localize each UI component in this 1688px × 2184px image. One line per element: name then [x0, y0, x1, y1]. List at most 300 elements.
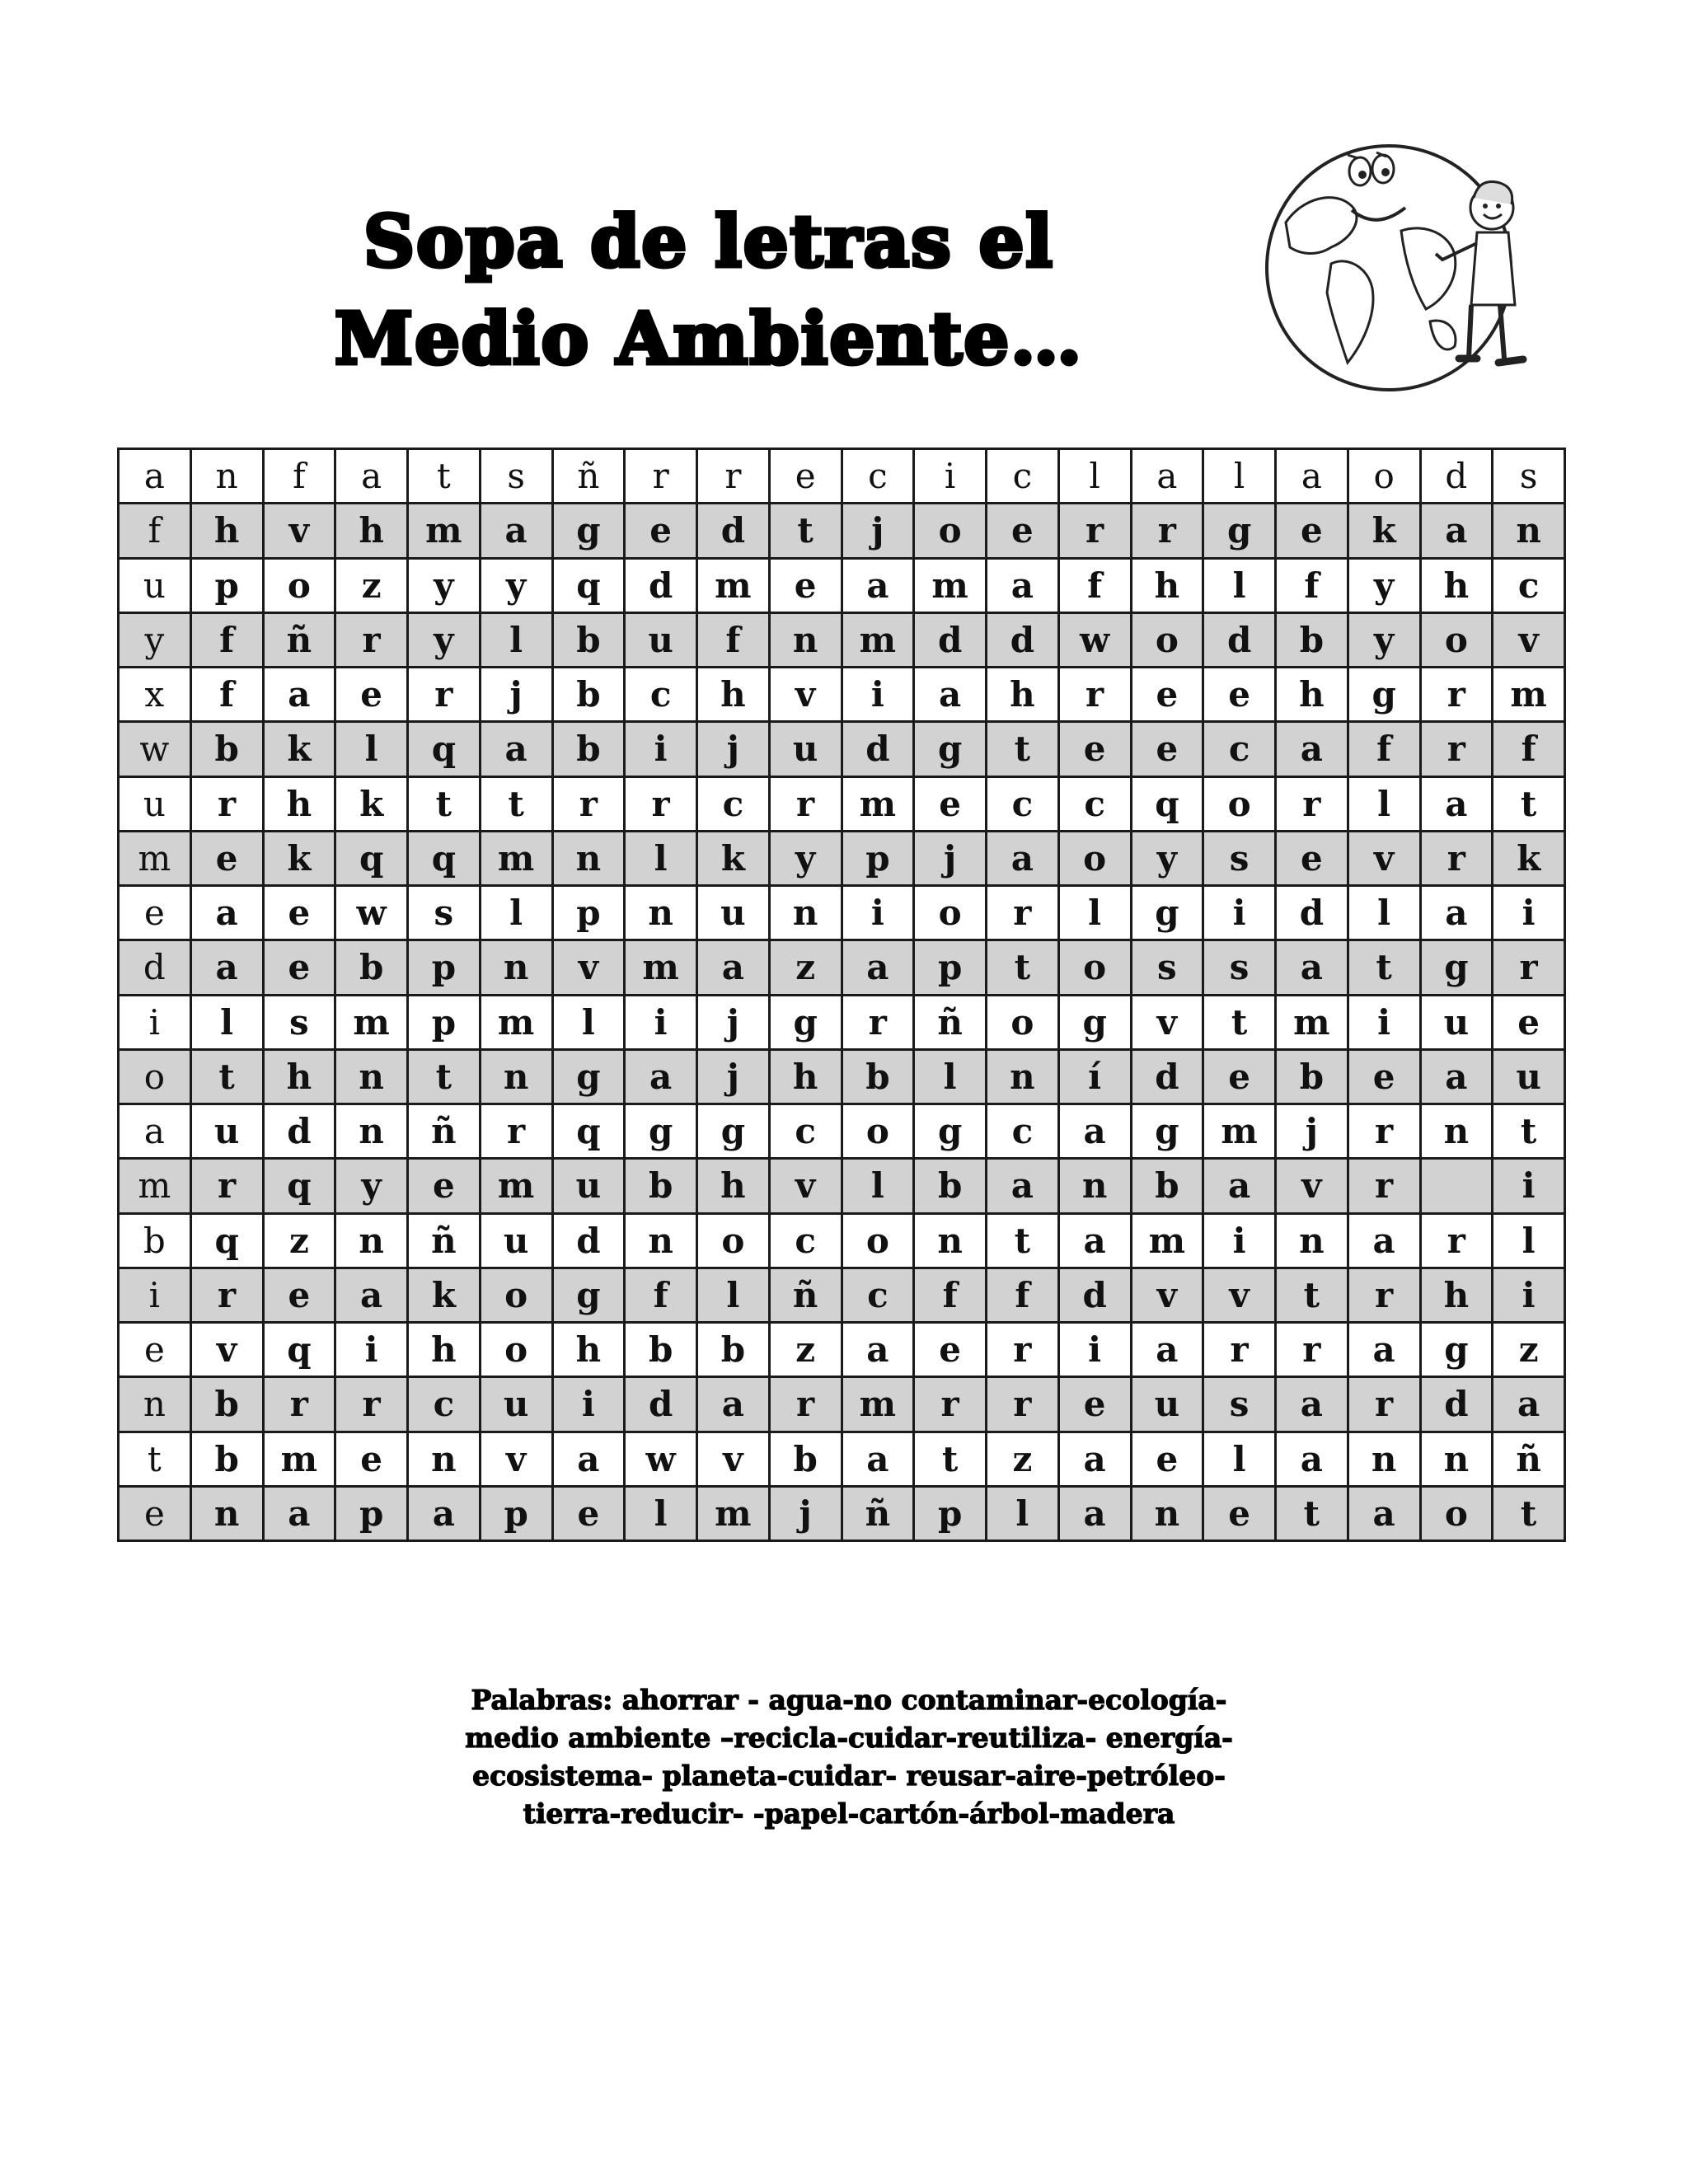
grid-cell: n [1276, 1213, 1348, 1268]
grid-cell: o [119, 1049, 191, 1104]
grid-row [119, 558, 1565, 612]
grid-cell: u [190, 1104, 263, 1159]
grid-cell: t [1493, 1104, 1565, 1159]
grid-cell: f [1493, 722, 1565, 776]
grid-cell: l [552, 995, 625, 1049]
grid-cell: q [552, 1104, 625, 1159]
grid-cell: m [480, 831, 552, 885]
grid-cell: j [697, 995, 770, 1049]
grid-cell: m [842, 1377, 914, 1432]
grid-row [119, 1268, 1565, 1322]
grid-cell: b [190, 1377, 263, 1432]
grid-cell: c [1493, 558, 1565, 612]
grid-cell: u [697, 886, 770, 940]
grid-cell: t [987, 940, 1059, 995]
grid-cell: p [190, 558, 263, 612]
word-list-line-1: Palabras: ahorrar - agua-no contaminar-ecología- [471, 1684, 1227, 1716]
grid-cell: n [408, 1432, 481, 1486]
grid-cell: s [1203, 1377, 1276, 1432]
grid-cell: a [1420, 504, 1493, 558]
grid-cell: u [1493, 1049, 1565, 1104]
grid-cell: f [625, 1268, 697, 1322]
grid-cell: d [914, 612, 987, 667]
grid-row [119, 449, 1565, 504]
grid-cell: w [1058, 612, 1131, 667]
grid-cell: a [480, 722, 552, 776]
grid-cell: r [408, 668, 481, 722]
grid-cell: i [1203, 1213, 1276, 1268]
grid-cell: d [697, 504, 770, 558]
grid-cell: z [263, 1213, 335, 1268]
grid-cell: t [1276, 1486, 1348, 1540]
grid-cell: v [552, 940, 625, 995]
grid-cell: r [1420, 831, 1493, 885]
grid-cell: q [263, 1159, 335, 1213]
grid-cell: e [1131, 1432, 1203, 1486]
grid-cell: n [480, 1049, 552, 1104]
grid-cell: b [625, 1323, 697, 1377]
grid-cell: n [625, 1213, 697, 1268]
grid-cell: a [1058, 1432, 1131, 1486]
grid-cell: a [408, 1486, 481, 1540]
grid-cell: u [119, 558, 191, 612]
grid-cell: q [408, 722, 481, 776]
grid-cell: a [1058, 1104, 1131, 1159]
grid-cell: g [914, 1104, 987, 1159]
grid-cell: d [552, 1213, 625, 1268]
grid-cell: a [1493, 1377, 1565, 1432]
grid-cell: v [1493, 612, 1565, 667]
grid-cell: p [480, 1486, 552, 1540]
grid-cell: m [480, 1159, 552, 1213]
grid-cell: l [625, 831, 697, 885]
grid-cell: h [769, 1049, 842, 1104]
grid-cell: m [842, 612, 914, 667]
grid-cell: g [1131, 886, 1203, 940]
grid-cell: b [1276, 612, 1348, 667]
title-line-1: Sopa de letras el [363, 200, 1054, 284]
grid-cell: g [697, 1104, 770, 1159]
grid-cell: s [263, 995, 335, 1049]
grid-cell: e [1058, 722, 1131, 776]
grid-cell: h [1276, 668, 1348, 722]
grid-cell: a [335, 449, 408, 504]
grid-cell: n [1058, 1159, 1131, 1213]
grid-cell: s [1203, 831, 1276, 885]
grid-cell: a [1348, 1486, 1420, 1540]
grid-cell: r [1203, 1323, 1276, 1377]
grid-cell: r [190, 776, 263, 831]
grid-cell: o [1420, 612, 1493, 667]
grid-cell: s [480, 449, 552, 504]
grid-cell: v [190, 1323, 263, 1377]
grid-cell: e [987, 504, 1059, 558]
grid-cell: n [335, 1049, 408, 1104]
grid-cell: v [1131, 995, 1203, 1049]
grid-row [119, 940, 1565, 995]
grid-cell: y [119, 612, 191, 667]
grid-cell: b [552, 612, 625, 667]
grid-cell: v [769, 668, 842, 722]
grid-cell: r [335, 612, 408, 667]
grid-cell: r [1058, 504, 1131, 558]
grid-cell: v [1203, 1268, 1276, 1322]
grid-cell: w [119, 722, 191, 776]
grid-cell: i [1493, 886, 1565, 940]
grid-cell: i [119, 1268, 191, 1322]
grid-row [119, 1159, 1565, 1213]
grid-cell: m [335, 995, 408, 1049]
grid-cell: v [769, 1159, 842, 1213]
grid-row [119, 1486, 1565, 1540]
grid-cell: o [842, 1104, 914, 1159]
grid-cell: o [842, 1213, 914, 1268]
grid-cell: ñ [552, 449, 625, 504]
grid-cell: t [1493, 776, 1565, 831]
title-line-2: Medio Ambiente… [334, 298, 1084, 381]
grid-cell: x [119, 668, 191, 722]
grid-cell: q [190, 1213, 263, 1268]
grid-row [119, 612, 1565, 667]
grid-cell: a [842, 1323, 914, 1377]
grid-cell: e [263, 940, 335, 995]
grid-cell: b [190, 1432, 263, 1486]
grid-cell: b [769, 1432, 842, 1486]
grid-cell: l [1058, 886, 1131, 940]
grid-cell: y [480, 558, 552, 612]
grid-cell: b [335, 940, 408, 995]
grid-row [119, 995, 1565, 1049]
grid-cell: ñ [408, 1213, 481, 1268]
grid-cell: ñ [408, 1104, 481, 1159]
grid-cell: t [408, 449, 481, 504]
grid-cell: r [987, 1323, 1059, 1377]
grid-cell: s [408, 886, 481, 940]
grid-cell: b [914, 1159, 987, 1213]
grid-cell: c [769, 1213, 842, 1268]
grid-cell: r [769, 1377, 842, 1432]
grid-cell: o [1348, 449, 1420, 504]
grid-cell: e [335, 668, 408, 722]
grid-cell: c [987, 1104, 1059, 1159]
grid-cell: f [190, 612, 263, 667]
grid-cell: o [1203, 776, 1276, 831]
grid-cell: f [987, 1268, 1059, 1322]
grid-cell: m [119, 1159, 191, 1213]
grid-cell: e [190, 831, 263, 885]
grid-cell: h [1420, 1268, 1493, 1322]
grid-cell: k [1348, 504, 1420, 558]
grid-cell: h [987, 668, 1059, 722]
grid-cell: d [119, 940, 191, 995]
grid-cell: q [263, 1323, 335, 1377]
grid-cell: l [1348, 886, 1420, 940]
grid-cell: h [697, 1159, 770, 1213]
grid-cell: r [697, 449, 770, 504]
grid-cell: c [987, 449, 1059, 504]
word-list-line-3: ecosistema- planeta-cuidar- reusar-aire-petróleo- [472, 1760, 1226, 1792]
grid-cell: b [842, 1049, 914, 1104]
grid-cell: b [552, 722, 625, 776]
grid-cell: y [769, 831, 842, 885]
grid-cell: t [1276, 1268, 1348, 1322]
grid-cell: v [1348, 831, 1420, 885]
grid-cell: n [625, 886, 697, 940]
grid-cell: g [1058, 995, 1131, 1049]
grid-cell: r [1058, 668, 1131, 722]
grid-cell: a [1276, 449, 1348, 504]
grid-cell: m [914, 558, 987, 612]
grid-cell: a [263, 668, 335, 722]
grid-cell: m [408, 504, 481, 558]
grid-cell: r [1348, 1104, 1420, 1159]
grid-cell: l [480, 886, 552, 940]
grid-cell: e [914, 776, 987, 831]
grid-cell: l [987, 1486, 1059, 1540]
grid-cell: t [769, 504, 842, 558]
grid-cell: a [1276, 1377, 1348, 1432]
grid-cell: e [1348, 1049, 1420, 1104]
grid-cell: a [842, 940, 914, 995]
grid-cell: a [1276, 1432, 1348, 1486]
grid-cell: a [119, 1104, 191, 1159]
grid-cell: n [335, 1104, 408, 1159]
grid-cell: n [480, 940, 552, 995]
grid-cell: n [190, 449, 263, 504]
grid-cell: z [769, 940, 842, 995]
grid-cell: d [625, 558, 697, 612]
grid-cell: y [408, 558, 481, 612]
grid-cell: a [1420, 1049, 1493, 1104]
grid-cell: l [697, 1268, 770, 1322]
grid-cell: e [408, 1159, 481, 1213]
grid-cell: p [408, 995, 481, 1049]
grid-cell: h [408, 1323, 481, 1377]
grid-cell: a [842, 1432, 914, 1486]
grid-cell: i [625, 722, 697, 776]
grid-cell: t [408, 776, 481, 831]
grid-cell: b [190, 722, 263, 776]
grid-cell: r [190, 1159, 263, 1213]
grid-cell: u [552, 1159, 625, 1213]
grid-cell: e [1493, 995, 1565, 1049]
grid-cell: r [335, 1377, 408, 1432]
grid-cell: p [408, 940, 481, 995]
grid-cell: n [914, 1213, 987, 1268]
grid-cell: t [190, 1049, 263, 1104]
grid-cell: t [119, 1432, 191, 1486]
word-list-line-4: tierra-reducir- -papel-cartón-árbol-madera [523, 1797, 1175, 1830]
grid-cell: ñ [769, 1268, 842, 1322]
grid-cell: r [625, 776, 697, 831]
grid-cell: r [1131, 504, 1203, 558]
grid-cell: i [1493, 1159, 1565, 1213]
grid-cell: a [1203, 1159, 1276, 1213]
grid-cell: l [1203, 558, 1276, 612]
grid-cell: b [119, 1213, 191, 1268]
grid-cell: b [552, 668, 625, 722]
grid-cell: h [697, 668, 770, 722]
grid-cell: o [914, 886, 987, 940]
grid-cell: e [1276, 831, 1348, 885]
grid-cell: d [1420, 1377, 1493, 1432]
grid-cell: t [408, 1049, 481, 1104]
grid-cell: r [625, 449, 697, 504]
grid-cell: e [1203, 668, 1276, 722]
grid-cell: i [625, 995, 697, 1049]
grid-cell: a [697, 1377, 770, 1432]
grid-cell: p [552, 886, 625, 940]
grid-cell: a [914, 668, 987, 722]
grid-cell: f [1058, 558, 1131, 612]
grid-cell: o [1420, 1486, 1493, 1540]
grid-cell: b [625, 1159, 697, 1213]
grid-cell: r [842, 995, 914, 1049]
grid-cell: m [1203, 1104, 1276, 1159]
grid-cell: c [987, 776, 1059, 831]
grid-row [119, 722, 1565, 776]
grid-cell: l [625, 1486, 697, 1540]
grid-cell: p [914, 940, 987, 995]
grid-row [119, 1049, 1565, 1104]
grid-cell: g [769, 995, 842, 1049]
grid-cell: n [552, 831, 625, 885]
grid-cell: o [1058, 831, 1131, 885]
grid-cell: u [769, 722, 842, 776]
grid-cell: c [1203, 722, 1276, 776]
grid-cell: m [119, 831, 191, 885]
grid-cell: r [987, 1377, 1059, 1432]
grid-cell: t [480, 776, 552, 831]
grid-cell: a [1058, 1486, 1131, 1540]
grid-cell: w [625, 1432, 697, 1486]
grid-cell: s [1131, 940, 1203, 995]
grid-cell: e [552, 1486, 625, 1540]
word-list [206, 1681, 1492, 1833]
grid-cell: ñ [263, 612, 335, 667]
grid-cell: a [480, 504, 552, 558]
grid-cell: g [1203, 504, 1276, 558]
grid-cell: g [1420, 940, 1493, 995]
grid-cell: n [1420, 1432, 1493, 1486]
grid-cell: l [1203, 1432, 1276, 1486]
grid-cell: c [1058, 776, 1131, 831]
grid-cell: í [1058, 1049, 1131, 1104]
grid-cell: c [769, 1104, 842, 1159]
grid-cell: v [480, 1432, 552, 1486]
grid-cell: v [1131, 1268, 1203, 1322]
grid-cell: d [1203, 612, 1276, 667]
grid-cell: r [1348, 1377, 1420, 1432]
grid-cell: h [1420, 558, 1493, 612]
grid-cell: k [263, 722, 335, 776]
grid-cell: o [263, 558, 335, 612]
grid-cell: e [263, 886, 335, 940]
grid-cell: e [625, 504, 697, 558]
grid-cell: n [1348, 1432, 1420, 1486]
grid-cell: i [1493, 1268, 1565, 1322]
grid-cell: h [190, 504, 263, 558]
grid-cell: t [987, 722, 1059, 776]
grid-cell: i [914, 449, 987, 504]
grid-cell: r [190, 1268, 263, 1322]
grid-cell: v [263, 504, 335, 558]
grid-cell: l [842, 1159, 914, 1213]
grid-cell: a [1131, 449, 1203, 504]
grid-cell: e [1203, 1486, 1276, 1540]
grid-cell: a [1348, 1213, 1420, 1268]
grid-cell: t [1493, 1486, 1565, 1540]
grid-row [119, 1432, 1565, 1486]
grid-cell: d [263, 1104, 335, 1159]
grid-cell: a [119, 449, 191, 504]
grid-row [119, 1377, 1565, 1432]
grid-row [119, 668, 1565, 722]
grid-cell: c [697, 776, 770, 831]
grid-row [119, 1323, 1565, 1377]
grid-cell: z [1493, 1323, 1565, 1377]
grid-row [119, 1104, 1565, 1159]
grid-cell: n [987, 1049, 1059, 1104]
grid-cell: y [408, 612, 481, 667]
grid-cell: p [335, 1486, 408, 1540]
grid-cell: n [1493, 504, 1565, 558]
grid-cell: r [1348, 1159, 1420, 1213]
grid-cell: u [480, 1213, 552, 1268]
grid-cell: p [842, 831, 914, 885]
grid-cell: d [842, 722, 914, 776]
grid-cell: v [1276, 1159, 1348, 1213]
grid-cell: o [480, 1323, 552, 1377]
grid-cell: w [335, 886, 408, 940]
grid-cell: h [552, 1323, 625, 1377]
grid-cell: l [1058, 449, 1131, 504]
page-title [206, 194, 1212, 388]
grid-cell: t [914, 1432, 987, 1486]
grid-cell: a [625, 1049, 697, 1104]
grid-cell: e [263, 1268, 335, 1322]
grid-cell: i [1203, 886, 1276, 940]
grid-cell: a [1058, 1213, 1131, 1268]
grid-cell: e [335, 1432, 408, 1486]
grid-cell: y [1348, 558, 1420, 612]
grid-cell: ñ [842, 1486, 914, 1540]
grid-cell: e [1131, 722, 1203, 776]
grid-cell: q [335, 831, 408, 885]
grid-cell: y [1131, 831, 1203, 885]
grid-cell: m [480, 995, 552, 1049]
grid-cell: n [335, 1213, 408, 1268]
grid-cell: e [914, 1323, 987, 1377]
grid-cell: b [697, 1323, 770, 1377]
grid-cell: o [1131, 612, 1203, 667]
grid-cell: e [1203, 1049, 1276, 1104]
grid-cell: r [1276, 1323, 1348, 1377]
grid-cell: e [119, 1486, 191, 1540]
grid-cell: e [119, 1323, 191, 1377]
grid-cell: l [914, 1049, 987, 1104]
grid-cell: u [625, 612, 697, 667]
grid-row [119, 886, 1565, 940]
grid-cell: i [842, 886, 914, 940]
grid-cell: l [1348, 776, 1420, 831]
grid-cell: m [625, 940, 697, 995]
grid-cell: j [697, 1049, 770, 1104]
grid-cell: o [1058, 940, 1131, 995]
grid-cell: r [1420, 1213, 1493, 1268]
grid-cell: r [480, 1104, 552, 1159]
grid-cell: g [1131, 1104, 1203, 1159]
